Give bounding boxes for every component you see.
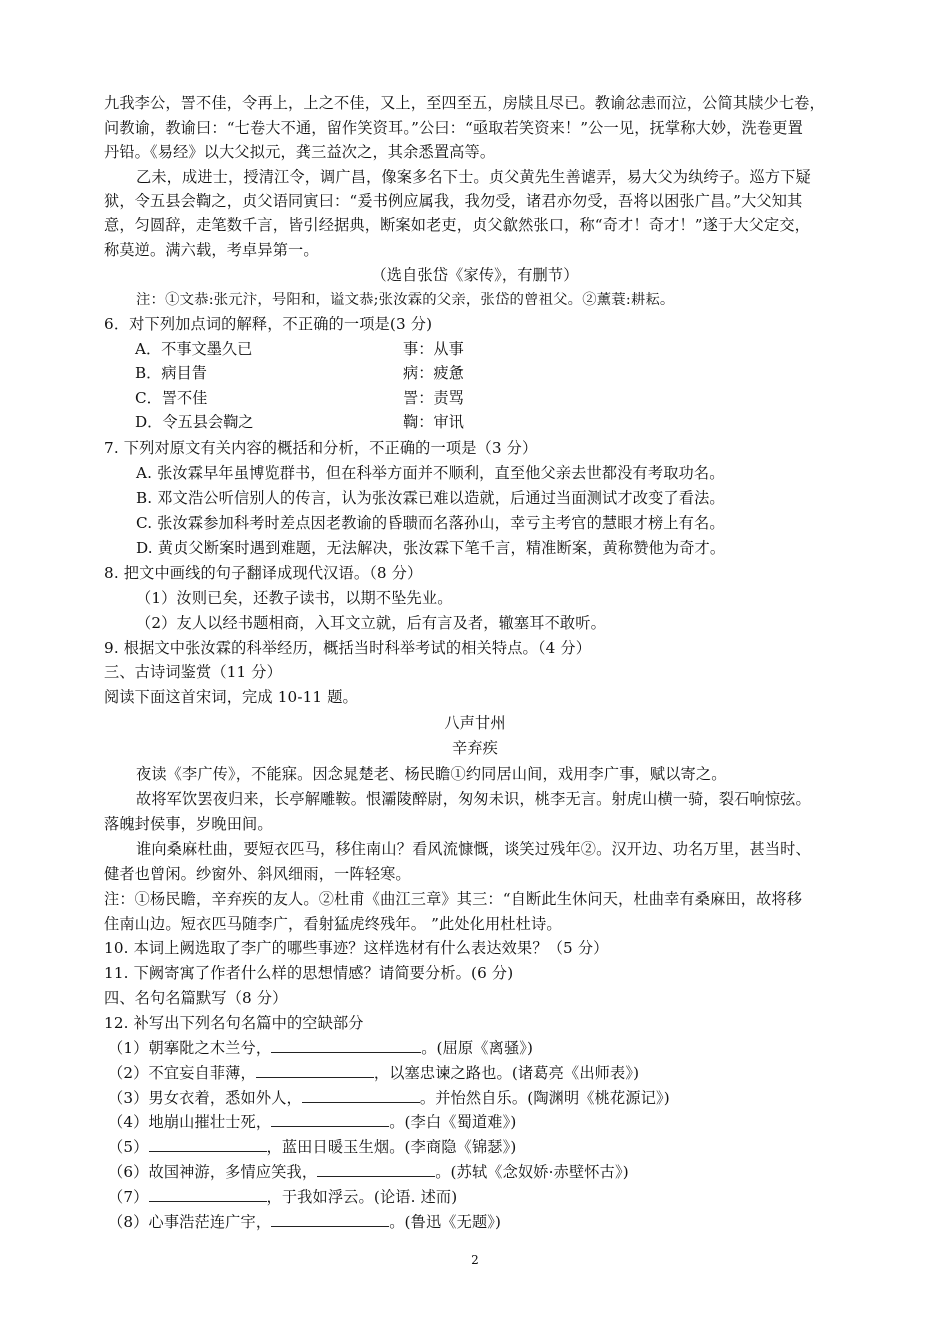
question-7-stem: 7. 下列对原文有关内容的概括和分析，不正确的一项是（3 分）: [104, 439, 538, 457]
poem-line: 谁向桑麻杜曲，要短衣匹马，移住南山？看风流慷慨，谈笑过残年②。汉开边、功名万里，甚当时、: [136, 840, 811, 858]
q7-option-a: A. 张汝霖早年虽博览群书，但在科举方面并不顺利，直至他父亲去世都没有考取功名。: [136, 464, 725, 482]
section-4-heading: 四、名句名篇默写（8 分）: [104, 989, 288, 1007]
question-6-stem: 6．对下列加点词的解释，不正确的一项是(3 分): [104, 315, 433, 333]
q12-item: [108, 1160, 878, 1184]
poem-author: 辛弃疾: [451, 739, 498, 757]
q8-item-1: （1）汝则已矣，还教子读书，以期不坠先业。: [136, 589, 453, 607]
poem-preface: 夜读《李广传》，不能寐。因念晁楚老、杨民瞻①约同居山间，戏用李广事，赋以寄之。: [136, 765, 727, 783]
passage-line: 问教谕，教谕曰：“七卷大不通，留作笑资耳。”公曰：“亟取若笑资来！”公一见，抚掌称大妙，洗卷更置: [104, 119, 803, 137]
q6-option-a: A．不事文墨久已: [135, 340, 253, 358]
answer-blank[interactable]: [271, 1110, 389, 1127]
q12-item-suffix: ，于我如浮云。(论语. 述而): [266, 1187, 458, 1206]
passage-line: 九我李公，詈不佳，令再上，上之不佳，又上，至四至五，房牍且尽已。教谕忿恚而泣，公简其牍少七卷，: [104, 94, 825, 112]
q12-item-prefix: （5）: [108, 1138, 149, 1157]
q6-option-d: D．令五县会鞫之: [135, 413, 254, 431]
poem-title: 八声甘州: [444, 714, 506, 732]
q12-item: [108, 1185, 878, 1209]
q12-item-prefix: （3）男女衣着，悉如外人，: [108, 1088, 302, 1107]
section-3-intro: 阅读下面这首宋词，完成 10-11 题。: [104, 688, 358, 706]
q12-item-prefix: （6）故国神游，多情应笑我，: [108, 1163, 318, 1181]
passage-line: 乙未，成进士，授清江令，调广昌，像案多名下士。贞父黄先生善谑弄，易大父为纨绔子。巡方下疑: [136, 168, 811, 186]
answer-blank[interactable]: [317, 1160, 435, 1177]
q12-item-prefix: （8）心事浩茫连广宇，: [108, 1212, 272, 1231]
passage-note: 注：①文恭:张元汴，号阳和，谥文恭;张汝霖的父亲，张岱的曾祖父。②薰蓑:耕耘。: [136, 292, 675, 308]
passage-line: 丹铅。《易经》以大父拟元，龚三益次之，其余悉置高等。: [104, 143, 496, 161]
q12-item-prefix: （7）: [108, 1187, 149, 1206]
question-9: 9. 根据文中张汝霖的科举经历，概括当时科举考试的相关特点。（4 分）: [104, 639, 592, 657]
q12-item-suffix: ，蓝田日暖玉生烟。(李商隐《锦瑟》): [266, 1138, 517, 1157]
answer-blank[interactable]: [302, 1086, 420, 1103]
answer-blank[interactable]: [149, 1185, 267, 1202]
poem-note: 注：①杨民瞻，辛弃疾的友人。②杜甫《曲江三章》其三：“自断此生休问天，杜曲幸有桑麻田，故将移: [104, 890, 803, 908]
q12-item: [108, 1210, 878, 1234]
passage-source: （选自张岱《家传》，有删节）: [371, 266, 579, 284]
q12-item-suffix: 。(鲁迅《无题》): [389, 1212, 502, 1231]
question-10: 10. 本词上阙选取了李广的哪些事迹？这样选材有什么表达效果？（5 分）: [104, 939, 609, 957]
q6-option-d-gloss: 鞫：审讯: [403, 413, 464, 431]
q12-item-prefix: （4）地崩山摧壮士死，: [108, 1113, 272, 1132]
passage-line: 狱，令五县会鞫之，贞父语同寅曰：“爰书例应属我，我勿受，诸君亦勿受，吾将以困张广昌。”大父知其: [104, 192, 803, 210]
answer-blank[interactable]: [271, 1036, 421, 1053]
answer-blank[interactable]: [256, 1061, 374, 1078]
q12-item-prefix: （1）朝搴阰之木兰兮，: [108, 1039, 272, 1057]
q12-item-suffix: 。(屈原《离骚》): [421, 1039, 534, 1057]
section-3-heading: 三、古诗词鉴赏（11 分）: [104, 663, 282, 681]
passage-line: 意，匀圆辞，走笔数千言，皆引经据典，断案如老吏，贞父歙然张口，称“奇才！奇才！”遂于大父定交，: [104, 216, 811, 234]
q12-item-suffix: 。(李白《蜀道难》): [389, 1113, 517, 1132]
poem-note: 住南山边。短衣匹马随李广，看射猛虎终残年。 ”此处化用杜杜诗。: [104, 915, 562, 933]
answer-blank[interactable]: [149, 1135, 267, 1152]
q12-item-suffix: 。(苏轼《念奴娇·赤壁怀古》): [435, 1163, 629, 1181]
q6-option-b: B．病目眚: [135, 364, 207, 382]
answer-blank[interactable]: [271, 1210, 389, 1227]
question-12-stem: 12. 补写出下列名句名篇中的空缺部分: [104, 1014, 364, 1032]
q7-option-c: C. 张汝霖参加科考时差点因老教谕的昏聩而名落孙山，幸亏主考官的慧眼才榜上有名。: [136, 514, 725, 532]
q12-item-suffix: ，以塞忠谏之路也。(诸葛亮《出师表》): [373, 1063, 640, 1082]
q6-option-a-gloss: 事：从事: [403, 340, 464, 358]
q7-option-b: B. 邓文浩公听信别人的传言，认为张汝霖已难以造就，后通过当面测试才改变了看法。: [136, 489, 725, 507]
question-11: 11. 下阙寄寓了作者什么样的思想情感？请简要分析。(6 分): [104, 964, 514, 982]
q12-item: [108, 1061, 878, 1085]
poem-line: 健者也曾闲。纱窗外、斜风细雨，一阵轻寒。: [104, 865, 411, 883]
q6-option-c-gloss: 詈：责骂: [403, 389, 464, 407]
q8-item-2: （2）友人以经书题相商，入耳文立就，后有言及者，辙塞耳不敢听。: [136, 614, 606, 632]
q12-item: [108, 1036, 878, 1060]
q12-item: [108, 1135, 878, 1159]
q7-option-d: D. 黄贞父断案时遇到难题，无法解决，张汝霖下笔千言，精准断案，黄称赞他为奇才。: [136, 539, 726, 557]
q12-item-prefix: （2）不宜妄自菲薄，: [108, 1063, 256, 1082]
poem-line: 故将军饮罢夜归来，长亭解雕鞍。恨灞陵醉尉，匆匆未识，桃李无言。射虎山横一骑，裂石响惊弦。: [136, 790, 811, 808]
poem-line: 落魄封侯事，岁晚田间。: [104, 815, 273, 833]
q6-option-b-gloss: 病：疲惫: [403, 364, 464, 382]
q12-item-suffix: 。并怡然自乐。(陶渊明《桃花源记》): [419, 1088, 670, 1107]
page-number: 2: [471, 1253, 479, 1267]
q6-option-c: C．詈不佳: [135, 389, 208, 407]
passage-line: 称莫逆。满六载，考卓异第一。: [104, 241, 319, 259]
q12-item: [108, 1086, 878, 1110]
question-8-stem: 8. 把文中画线的句子翻译成现代汉语。（8 分）: [104, 564, 423, 582]
q12-item: [108, 1110, 878, 1134]
